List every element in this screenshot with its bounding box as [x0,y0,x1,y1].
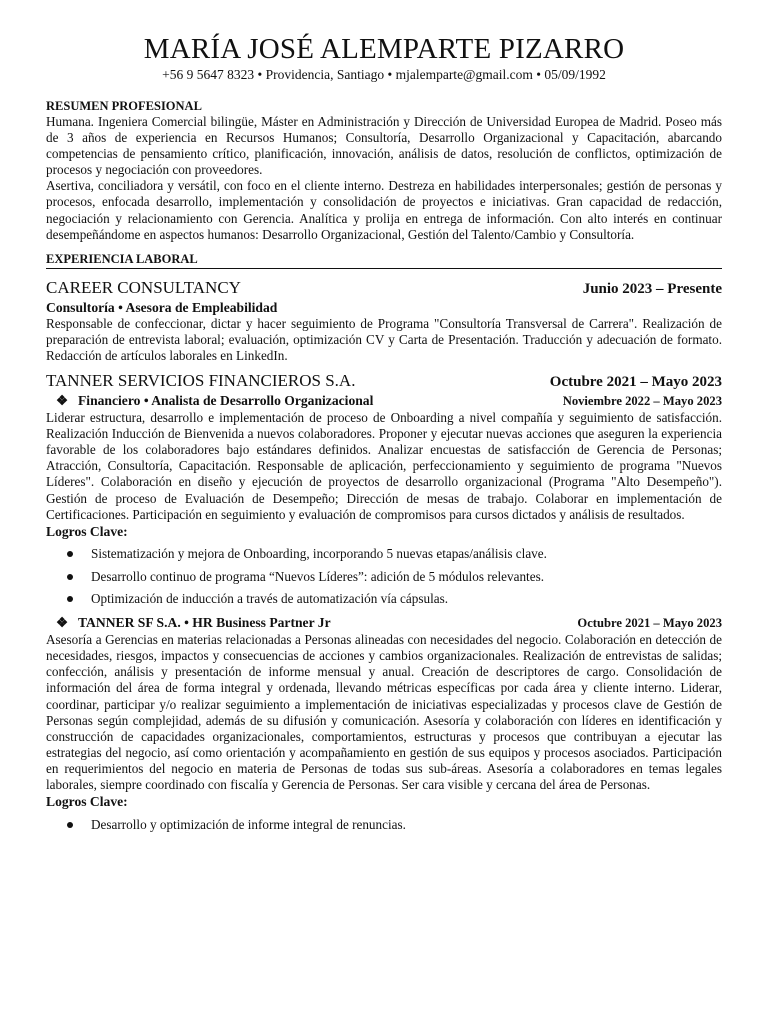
job-header-tanner [46,371,722,392]
achievements-list [46,817,722,833]
sub-role-date: Noviembre 2022 – Mayo 2023 [562,394,722,409]
experience-section-title: EXPERIENCIA LABORAL [46,251,722,269]
list-item: Optimización de inducción a través de automatización vía cápsulas. [46,591,722,607]
sub-role-label: Financiero • Analista de Desarrollo Organizacional [78,393,374,409]
company-name: TANNER SERVICIOS FINANCIEROS S.A. [46,371,356,391]
summary-paragraph-2: Asertiva, conciliadora y versátil, con foco en el cliente interno. Destreza en habilidades interpersonales; gestión de personas y procesos, enfocada desarrollo, implementación y consolidación de proyectos e iniciativas. Gran capacidad de redacción, negociación y relacionamiento con Gerencia. Analítica y prolija en entrega de información. Con alto interés en continuar desempeñándome en aspectos humanos: Desarrollo Organizacional, Gestión del Talento/Cambio y Consultoría. [46,178,722,242]
contact-line: +56 9 5647 8323 • Providencia, Santiago • mjalemparte@gmail.com • 05/09/1992 [162,67,606,82]
summary-paragraph-1: Humana. Ingeniera Comercial bilingüe, Máster en Administración y Dirección de Universidad Europea de Madrid. Poseo más de 3 años de experiencia en Recursos Humanos; Consultoría, Desarrollo Organizacional y Capacitación, abarcando competencias de pensamiento crítico, planificación, innovación, análisis de datos, resolución de conflictos, optimización de procesos y negociación con proveedores. [46,114,722,178]
summary-section-title: RESUMEN PROFESIONAL [46,99,202,113]
bullet-dot-icon [67,822,73,828]
company-name: CAREER CONSULTANCY [46,277,241,297]
list-item: Desarrollo y optimización de informe integral de renuncias. [46,817,722,833]
sub-role-label: TANNER SF S.A. • HR Business Partner Jr [78,615,331,631]
job-date: Octubre 2021 – Mayo 2023 [549,374,722,391]
achievements-title: Logros Clave: [46,794,128,810]
sub-role-description: Asesoría a Gerencias en materias relacionadas a Personas alineadas con necesidades del negocio. Colaboración en detección de necesidades, riesgos, impactos y consecuencias de acciones y cambios organizacionales. Realización de entrevistas de salidas; confección, análisis y presentación de informe mensual y anual. Creación de descriptores de cargo. Consolidación de información del área de forma integral y ordenada, llevando métricas específicas por cada área y cliente interno. Liderar, coordinar, participar y/o realizar seguimiento a implementación de iniciativas especializadas y procesos clave de Gestión de Personas según complejidad, además de su difusión y comunicación. Asesoría y colaboración con líderes en identificación y construcción de capacidades organizacionales, comportamientos, estructuras y procesos que contribuyan a ejecutar las estrategias del negocio, así como orientación y acompañamiento en gestión de sus equipos y procesos asociados. Participación en requerimientos del negocio en materia de Personas de todas sus sub-áreas. Asesoría a colaboradores en temas legales laborales, siempre coordinado con fiscalía y Gerencia de Personas. Ser cara visible y cercana del área de Personas. [46,632,722,793]
bullet-dot-icon [67,551,73,557]
job-description: Responsable de confeccionar, dictar y hacer seguimiento de Programa "Consultoría Transversal de Carrera". Realización de preparación de entrevista laboral; evaluación, optimización CV y Carta de Presentación. Traducción y adecuación de formato. Redacción de artículos laborales en LinkedIn. [46,315,722,363]
sub-role-date: Octubre 2021 – Mayo 2023 [577,616,722,631]
bullet-dot-icon [67,596,73,602]
bullet-dot-icon [67,574,73,580]
job-role: Consultoría • Asesora de Empleabilidad [46,299,278,315]
sub-role-header-hrbp [46,614,722,632]
diamond-bullet-icon: ❖ [56,615,69,631]
job-header-career-consultancy [46,278,722,299]
achievements-title: Logros Clave: [46,523,128,539]
candidate-name: MARÍA JOSÉ ALEMPARTE PIZARRO [143,33,625,65]
list-item: Desarrollo continuo de programa “Nuevos Líderes”: adición de 5 módulos relevantes. [46,569,722,585]
sub-role-description: Liderar estructura, desarrollo e implementación de proceso de Onboarding a nivel compañía y seguimiento de satisfacción. Realización Inducción de Bienvenida a nuevos colaboradores. Proponer y ejecutar nuevas acciones que aseguren la experiencia favorable de los colaboradores bajo estándares definidos. Analizar encuestas de satisfacción de Gerencia de Personas; Atracción, Consultoría, Capacitación. Responsable de aplicación, perfeccionamiento y seguimiento de programa "Nuevos Líderes". Colaboración en diseño y ejecución de proyectos de desarrollo organizacional (Programa "Alto Desempeño"). Gestión de proceso de Evaluación de Desempeño; Dirección de mesas de trabajo. Colaborar en implementación de Certificaciones. Participación en seguimiento y evaluación de compromisos para cursos dictados y análisis de resultados. [46,410,722,522]
sub-role-title [46,614,331,631]
list-item: Sistematización y mejora de Onboarding, incorporando 5 nuevas etapas/análisis clave. [46,546,722,562]
sub-role-title [46,392,373,409]
sub-role-header-analista [46,392,722,410]
diamond-bullet-icon: ❖ [56,393,69,409]
job-date: Junio 2023 – Presente [582,280,722,297]
achievements-list [46,546,722,607]
